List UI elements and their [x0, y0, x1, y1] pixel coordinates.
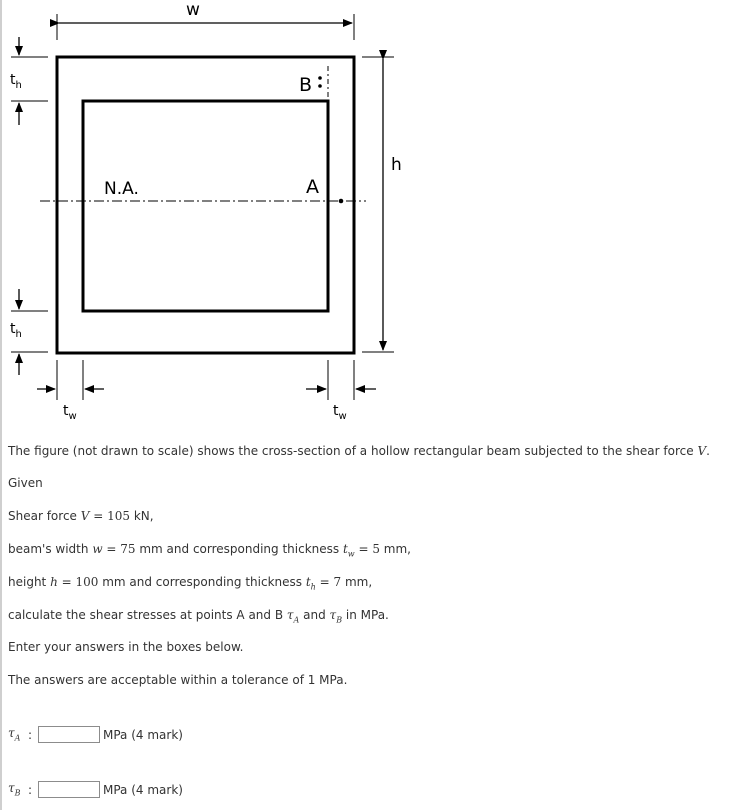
inner-wall	[83, 101, 328, 311]
tau-b-input[interactable]	[38, 781, 100, 798]
point-a-label: A	[306, 176, 319, 198]
shear-post: kN,	[130, 509, 154, 523]
tw-value: = 5	[354, 542, 380, 556]
tau-b-label: $\tau_B$	[8, 781, 21, 798]
th-bottom-label: $t_h$	[10, 321, 22, 340]
tau-a-input[interactable]	[38, 726, 100, 743]
th-top-label: $t_h$	[10, 72, 22, 91]
shear-force-line	[8, 509, 154, 523]
tau-b-colon: :	[28, 782, 33, 797]
tau-a-sub: A	[293, 615, 300, 625]
tw-left-label: $t_w$	[63, 403, 77, 422]
w-label: w	[186, 0, 200, 20]
width-var: w	[92, 542, 103, 556]
height-var: h	[50, 575, 58, 589]
height-pre: height	[8, 575, 51, 589]
shear-pre: Shear force	[8, 509, 81, 523]
point-b-label: B	[299, 74, 313, 96]
given-label: Given	[8, 476, 43, 490]
th-var: t	[305, 575, 311, 589]
tau-a-label: $\tau_A$	[8, 726, 21, 743]
answer-row-tau-a	[8, 726, 183, 743]
calc-pre: calculate the shear stresses at points A and B	[8, 608, 287, 622]
enter-instructions: Enter your answers in the boxes below.	[8, 640, 244, 654]
height-line	[8, 575, 372, 591]
intro-post: .	[706, 444, 710, 458]
width-pre: beam's width	[8, 542, 93, 556]
width-mid: mm and corresponding thickness	[135, 542, 343, 556]
calculate-line	[8, 608, 389, 624]
na-label: N.A.	[104, 179, 139, 199]
calc-and: and	[299, 608, 330, 622]
height-post: mm,	[341, 575, 373, 589]
tw-var: t	[342, 542, 348, 556]
height-mid: mm and corresponding thickness	[98, 575, 306, 589]
shear-value: = 105	[89, 509, 131, 523]
point-a-marker	[339, 199, 344, 204]
tau-a-colon: :	[28, 727, 33, 742]
calc-post: in MPa.	[342, 608, 389, 622]
width-post: mm,	[379, 542, 411, 556]
tw-sub: w	[347, 549, 355, 559]
tau-b-sub: B	[336, 615, 343, 625]
width-value: = 75	[102, 542, 136, 556]
height-value: = 100	[57, 575, 99, 589]
tau-a-symbol: τ	[286, 608, 294, 622]
tw-right-label: $t_w$	[333, 403, 347, 422]
th-sub: h	[310, 582, 316, 592]
shear-var: V	[80, 509, 90, 523]
th-value: = 7	[315, 575, 342, 589]
point-b-marker	[318, 76, 322, 80]
intro-var: V	[697, 444, 707, 458]
tolerance-note: The answers are acceptable within a tolerance of 1 MPa.	[8, 673, 348, 687]
point-b-marker-2	[318, 84, 322, 88]
tau-b-symbol: τ	[329, 608, 337, 622]
tau-a-unit: MPa (4 mark)	[103, 727, 183, 742]
tau-b-unit: MPa (4 mark)	[103, 782, 183, 797]
h-label: h	[391, 155, 402, 175]
width-line	[8, 542, 411, 558]
intro-pre: The figure (not drawn to scale) shows the cross-section of a hollow rectangular beam subjected to the shear force	[8, 444, 698, 458]
answer-row-tau-b	[8, 781, 183, 798]
intro-text	[8, 444, 710, 458]
